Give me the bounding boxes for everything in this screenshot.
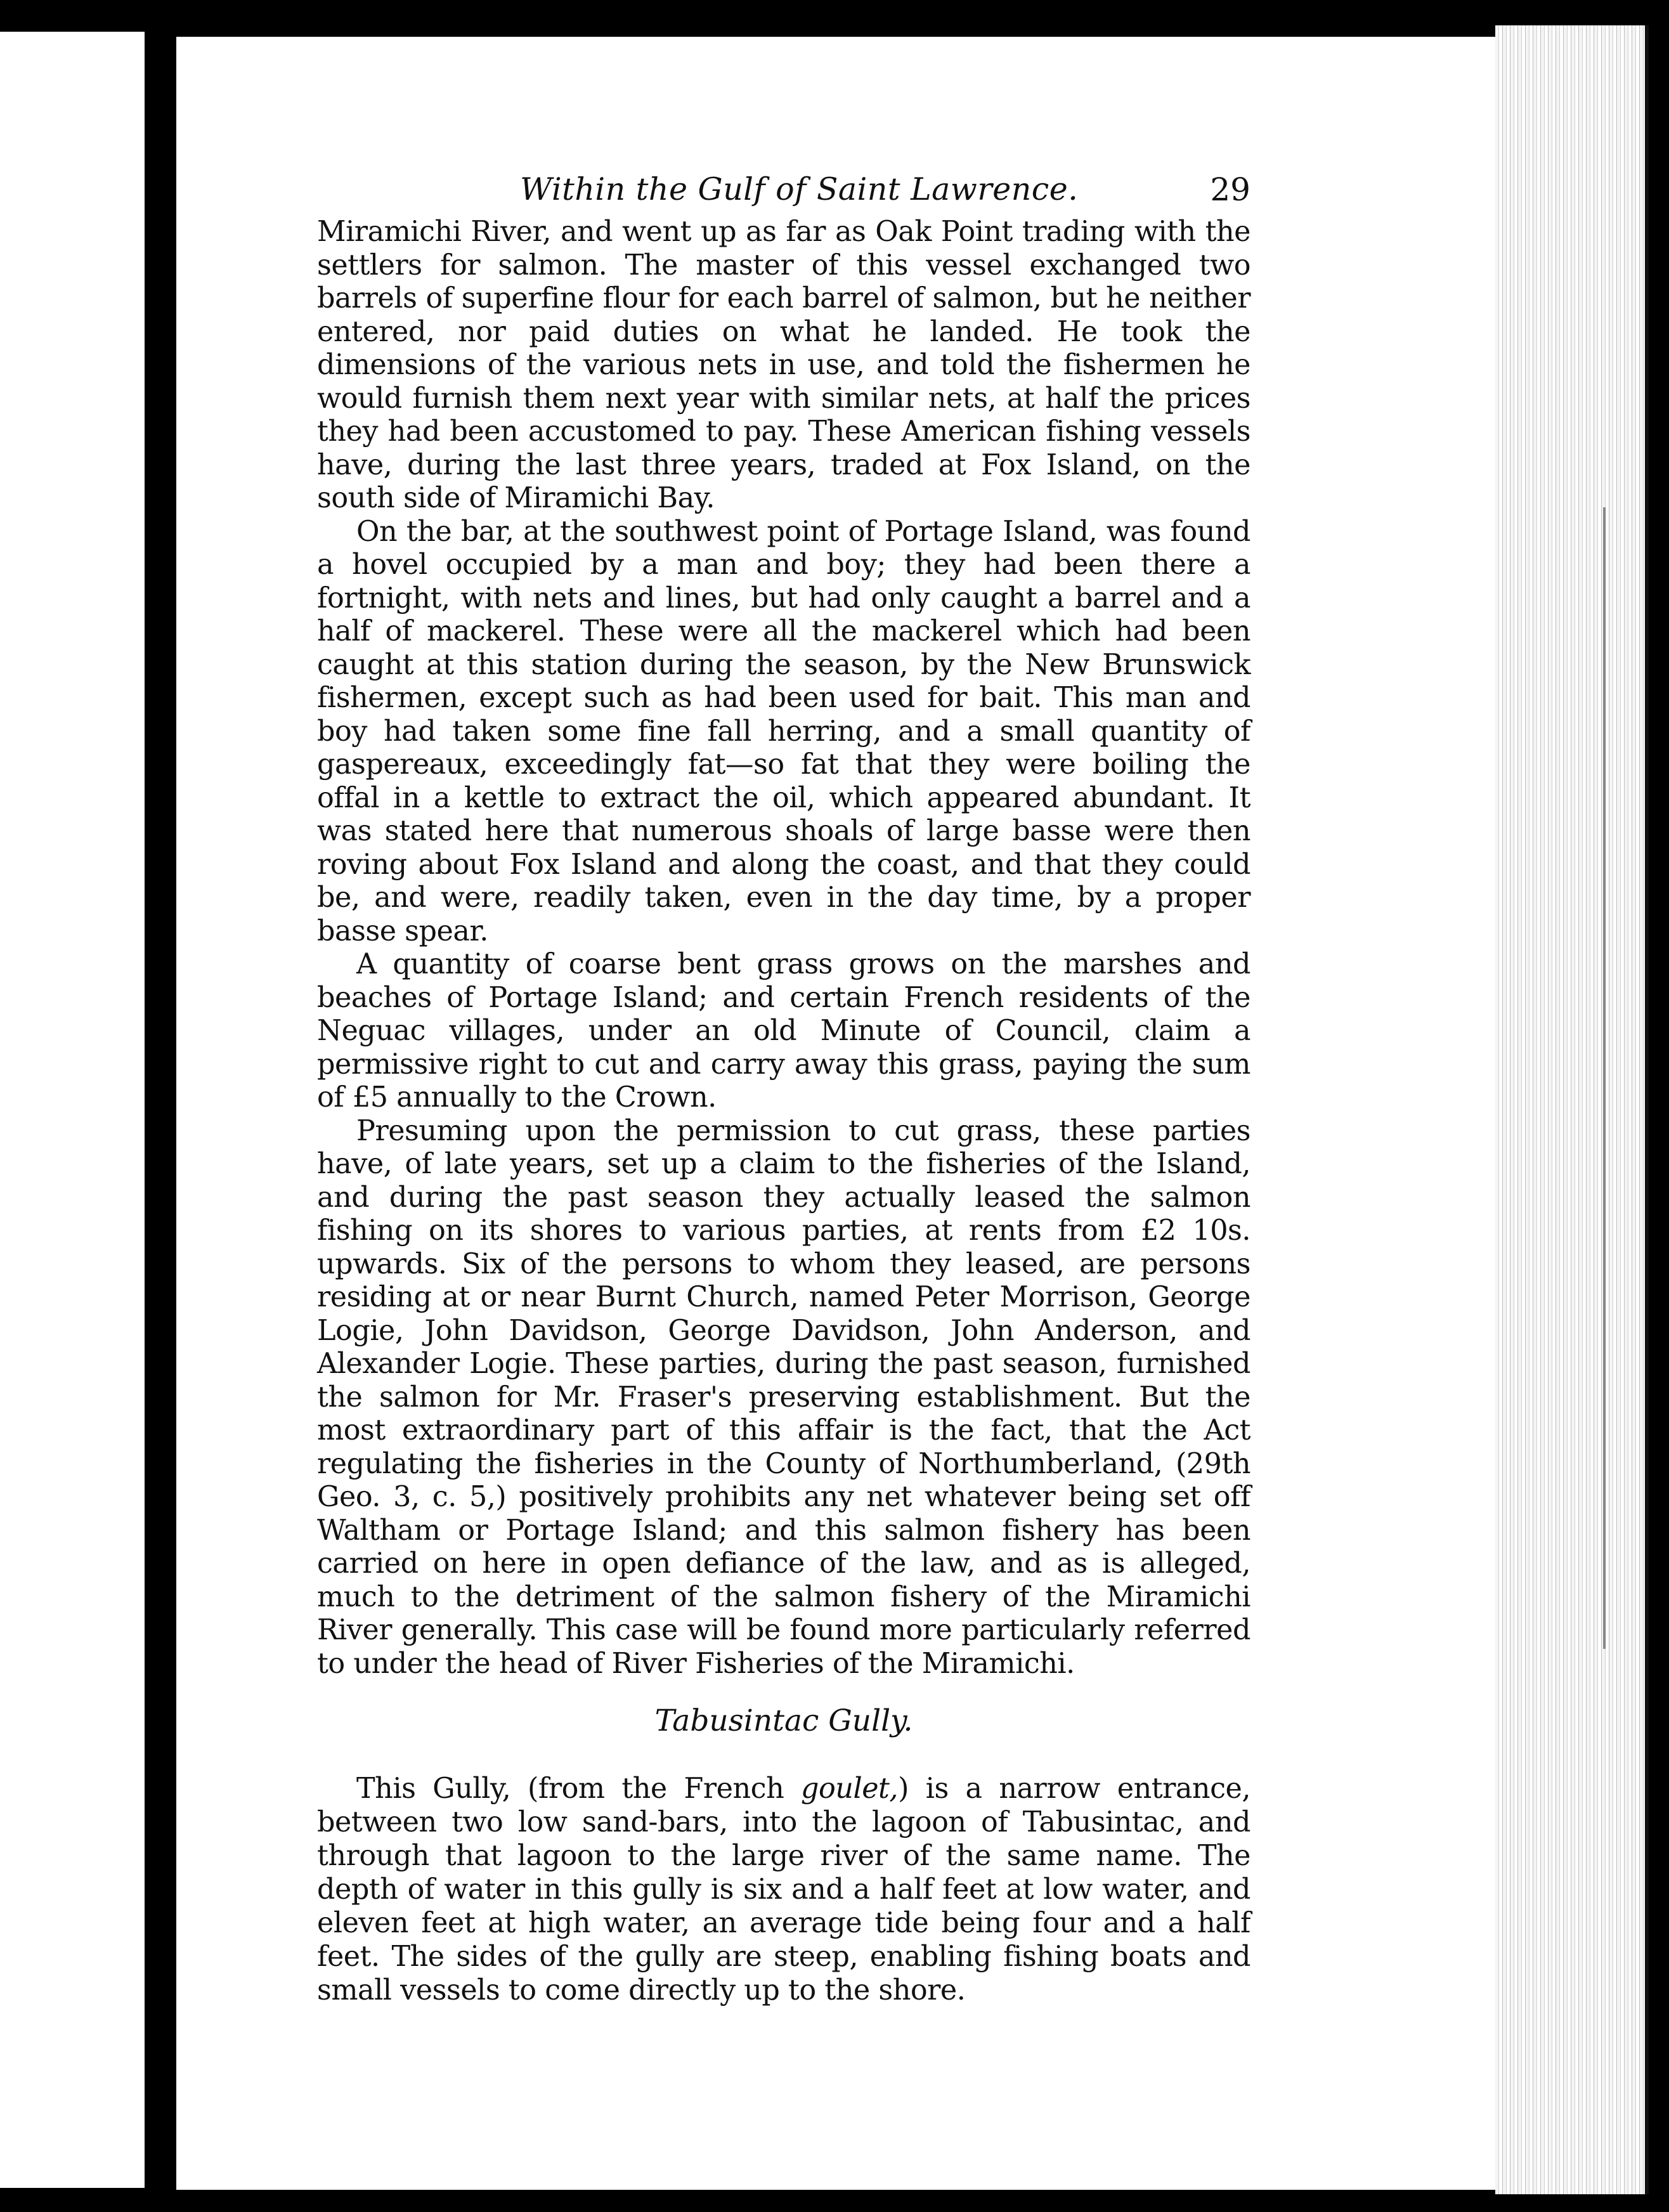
page-edges [1495, 25, 1649, 2194]
paragraph-portage-island-bar: On the bar, at the southwest point of Portage Island, was found a hovel occupied by a man and boy; they had been there a fortnight, with nets and lines, but had only caught a barrel and a half of mackerel. These were all the mackerel which had been caught at this station during the season, by the New Brunswick fishermen, except such as had been used for bait. This man and boy had taken some fine fall herring, and a small quantity of gaspereaux, exceedingly fat—so fat that they were boiling the offal in a kettle to extract the oil, which appeared abundant. It was stated here that numerous shoals of large basse were then roving about Fox Island and along the coast, and that they could be, and were, readily taken, even in the day time, by a proper basse spear. [317, 515, 1250, 947]
left-facing-page [0, 0, 147, 2212]
paragraph-tabusintac [317, 1772, 1250, 2007]
section-text [317, 1772, 1250, 2007]
text-block [317, 171, 1250, 2007]
section-text-after: ) is a narrow entrance, between two low sand-bars, into the lagoon of Tabusintac, and through that lagoon to the large river of the same name. The depth of water in this gully is six and a half feet at low water, and eleven feet at high water, an average tide being four and a half feet. The sides of the gully are steep, enabling fishing boats and small vessels to come directly up to the shore. [317, 1773, 1250, 2007]
section-heading: Tabusintac Gully. [654, 1703, 913, 1738]
section-text-before: This Gully, (from the French [356, 1773, 802, 1805]
running-head-title: Within the Gulf of Saint Lawrence. [520, 171, 1079, 207]
page-edge-marks [1603, 507, 1614, 1649]
body-text [317, 216, 1250, 1681]
paragraph-continued: Miramichi River, and went up as far as Oak Point trading with the settlers for salmon. The master of this vessel exchanged two barrels of superfine flour for each barrel of salmon, but he neither entered, nor paid duties on what he landed. He took the dimensions of the various nets in use, and told the fishermen he would furnish them next year with similar nets, at half the prices they had been accustomed to pay. These American fishing vessels have, during the last three years, traded at Fox Island, on the south side of Miramichi Bay. [317, 216, 1250, 514]
paragraph-fishery-claim: Presuming upon the permission to cut grass, these parties have, of late years, set up a claim to the fisheries of the Island, and during the past season they actually leased the salmon fishing on its shores to various parties, at rents from £2 10s. upwards. Six of the persons to whom they leased, are persons residing at or near Burnt Church, named Peter Morrison, George Logie, John Davidson, George Davidson, John Anderson, and Alexander Logie. These parties, during the past season, furnished the salmon for Mr. Fraser's preserving establishment. But the most extraordinary part of this affair is the fact, that the Act regulating the fisheries in the County of Northumberland, (29th Geo. 3, c. 5,) positively prohibits any net whatever being set off Waltham or Portage Island; and this salmon fishery has been carried on here in open defiance of the law, and as is alleged, much to the detriment of the salmon fishery of the Miramichi River generally. This case will be found more particularly referred to under the head of River Fisheries of the Miramichi. [317, 1114, 1250, 1680]
running-head [317, 171, 1250, 216]
italic-word: goulet, [801, 1773, 899, 1805]
book-gutter [145, 0, 176, 2212]
left-page-edge [0, 32, 145, 2188]
paragraph-bent-grass: A quantity of coarse bent grass grows on the marshes and beaches of Portage Island; and certain French residents of the Neguac villages, under an old Minute of Council, claim a permissive right to cut and carry away this grass, paying the sum of £5 annually to the Crown. [317, 948, 1250, 1114]
page-number: 29 [1210, 171, 1250, 208]
